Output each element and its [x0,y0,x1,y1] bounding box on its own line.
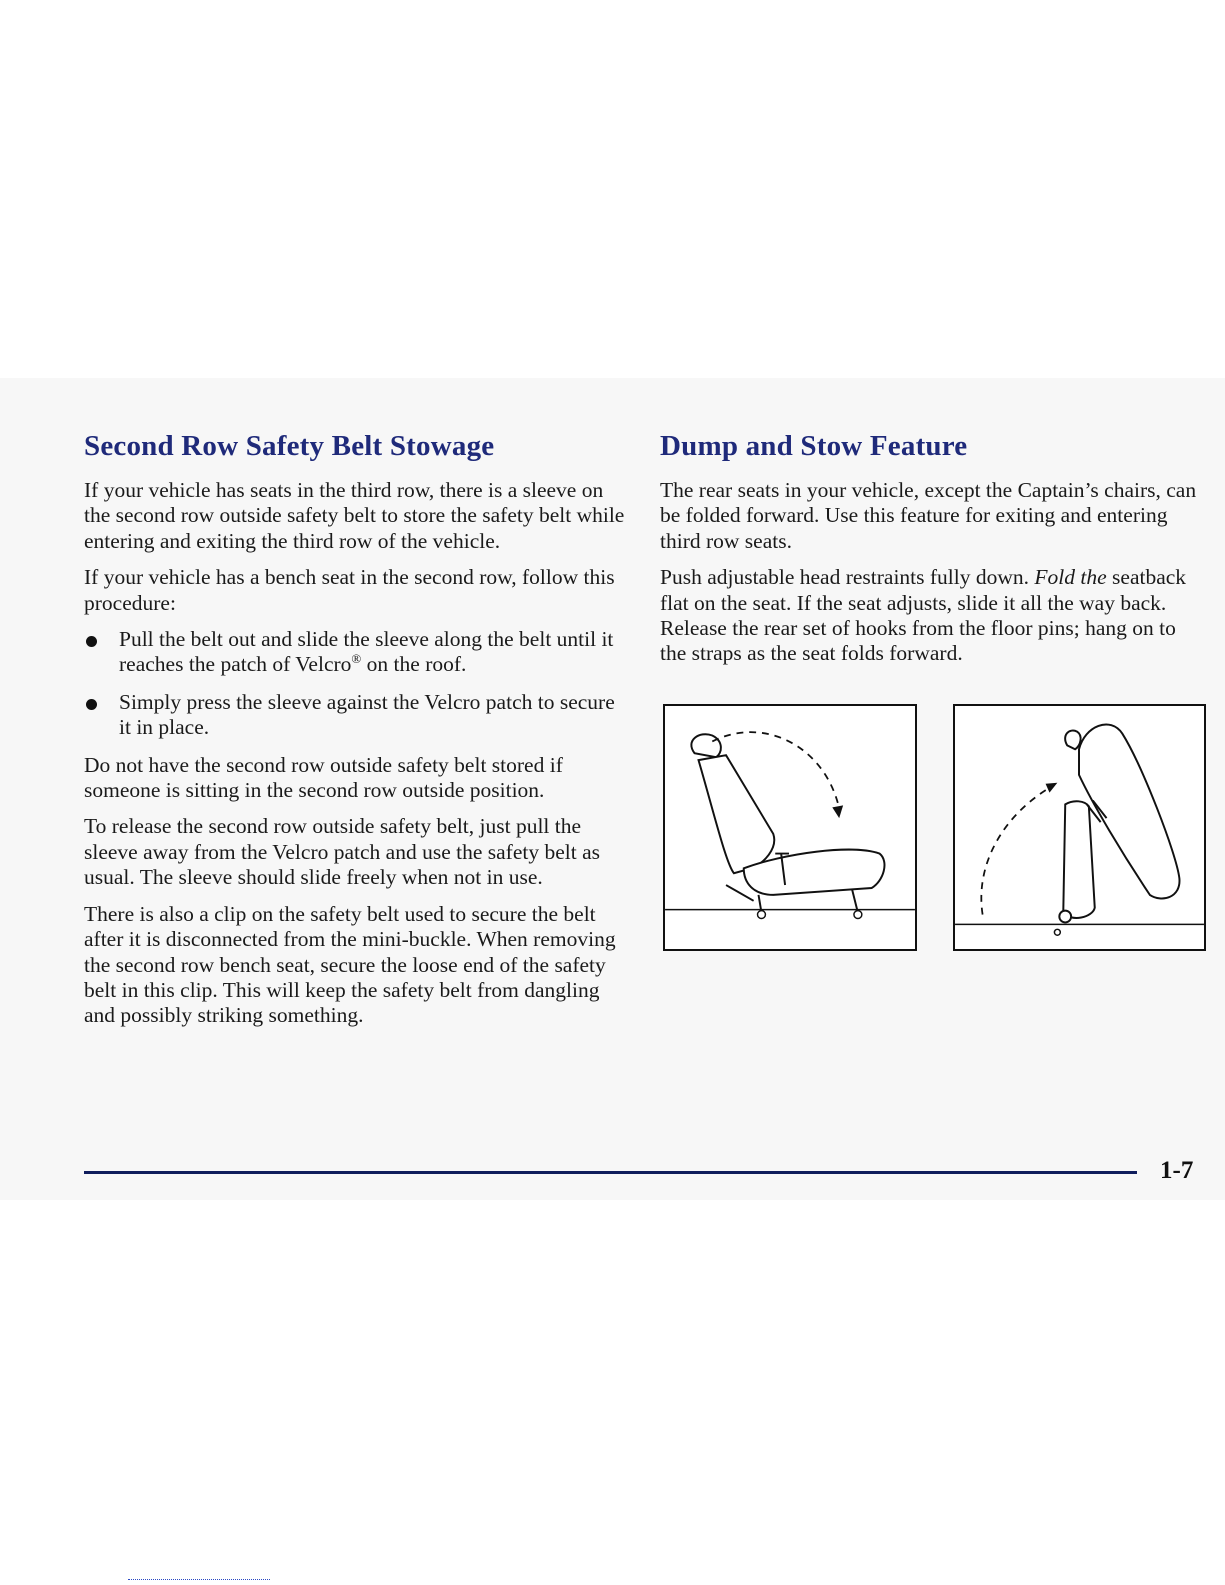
section-heading-dump-stow: Dump and Stow Feature [660,430,968,462]
list-item-text: Simply press the sleeve against the Velcro patch to secure it in place. [119,689,615,740]
seat-folded-drawing [955,706,1204,949]
page-number: 1-7 [1160,1157,1194,1184]
paragraph-text: seatback flat on the seat. If the seat adjusts, slide it all the way back. Release the rear set of hooks from the floor pins; hang on to the straps as the seat folds forward. [660,565,1187,666]
paragraph: There is also a clip on the safety belt used to secure the belt after it is disconnected from the mini-buckle. When removing the second row bench seat, secure the loose end of the safety belt in this clip. This will keep the safety belt from dangling and possibly striking something. [84,901,616,1028]
dotted-underline [128,1579,270,1580]
list-item [84,690,629,741]
paragraph: Do not have the second row outside safety belt stored if someone is sitting in the second row outside position. [84,752,563,803]
paragraph-emphasis: Fold the [1034,565,1107,590]
seat-upright-drawing [665,706,915,949]
list-item [84,627,629,678]
paragraph-text: Push adjustable head restraints fully down. [660,565,1035,590]
paragraph: The rear seats in your vehicle, except the Captain’s chairs, can be folded forward. Use this feature for exiting and entering third row seats. [660,478,1197,553]
bullet-icon [86,699,97,710]
paragraph [660,565,1200,667]
left-column [84,478,629,1040]
section-heading-belt-stowage: Second Row Safety Belt Stowage [84,430,495,462]
registered-mark: ® [351,651,362,667]
procedure-list [84,627,629,741]
seat-folded-illustration [953,704,1206,951]
paragraph: If your vehicle has seats in the third row, there is a sleeve on the second row outside safety belt to store the safety belt while entering and exiting the third row of the vehicle. [84,478,625,553]
paragraph: If your vehicle has a bench seat in the second row, follow this procedure: [84,565,615,615]
paragraph: To release the second row outside safety belt, just pull the sleeve away from the Velcro patch and use the safety belt as usual. The sleeve should slide freely when not in use. [84,814,600,890]
right-column [660,478,1200,678]
list-item-text: Pull the belt out and slide the sleeve along the belt until it reaches the patch of Velcro [119,627,614,677]
bullet-icon [86,636,97,647]
footer-rule [84,1171,1137,1174]
list-item-text: on the roof. [361,652,467,677]
seat-upright-illustration [663,704,917,951]
